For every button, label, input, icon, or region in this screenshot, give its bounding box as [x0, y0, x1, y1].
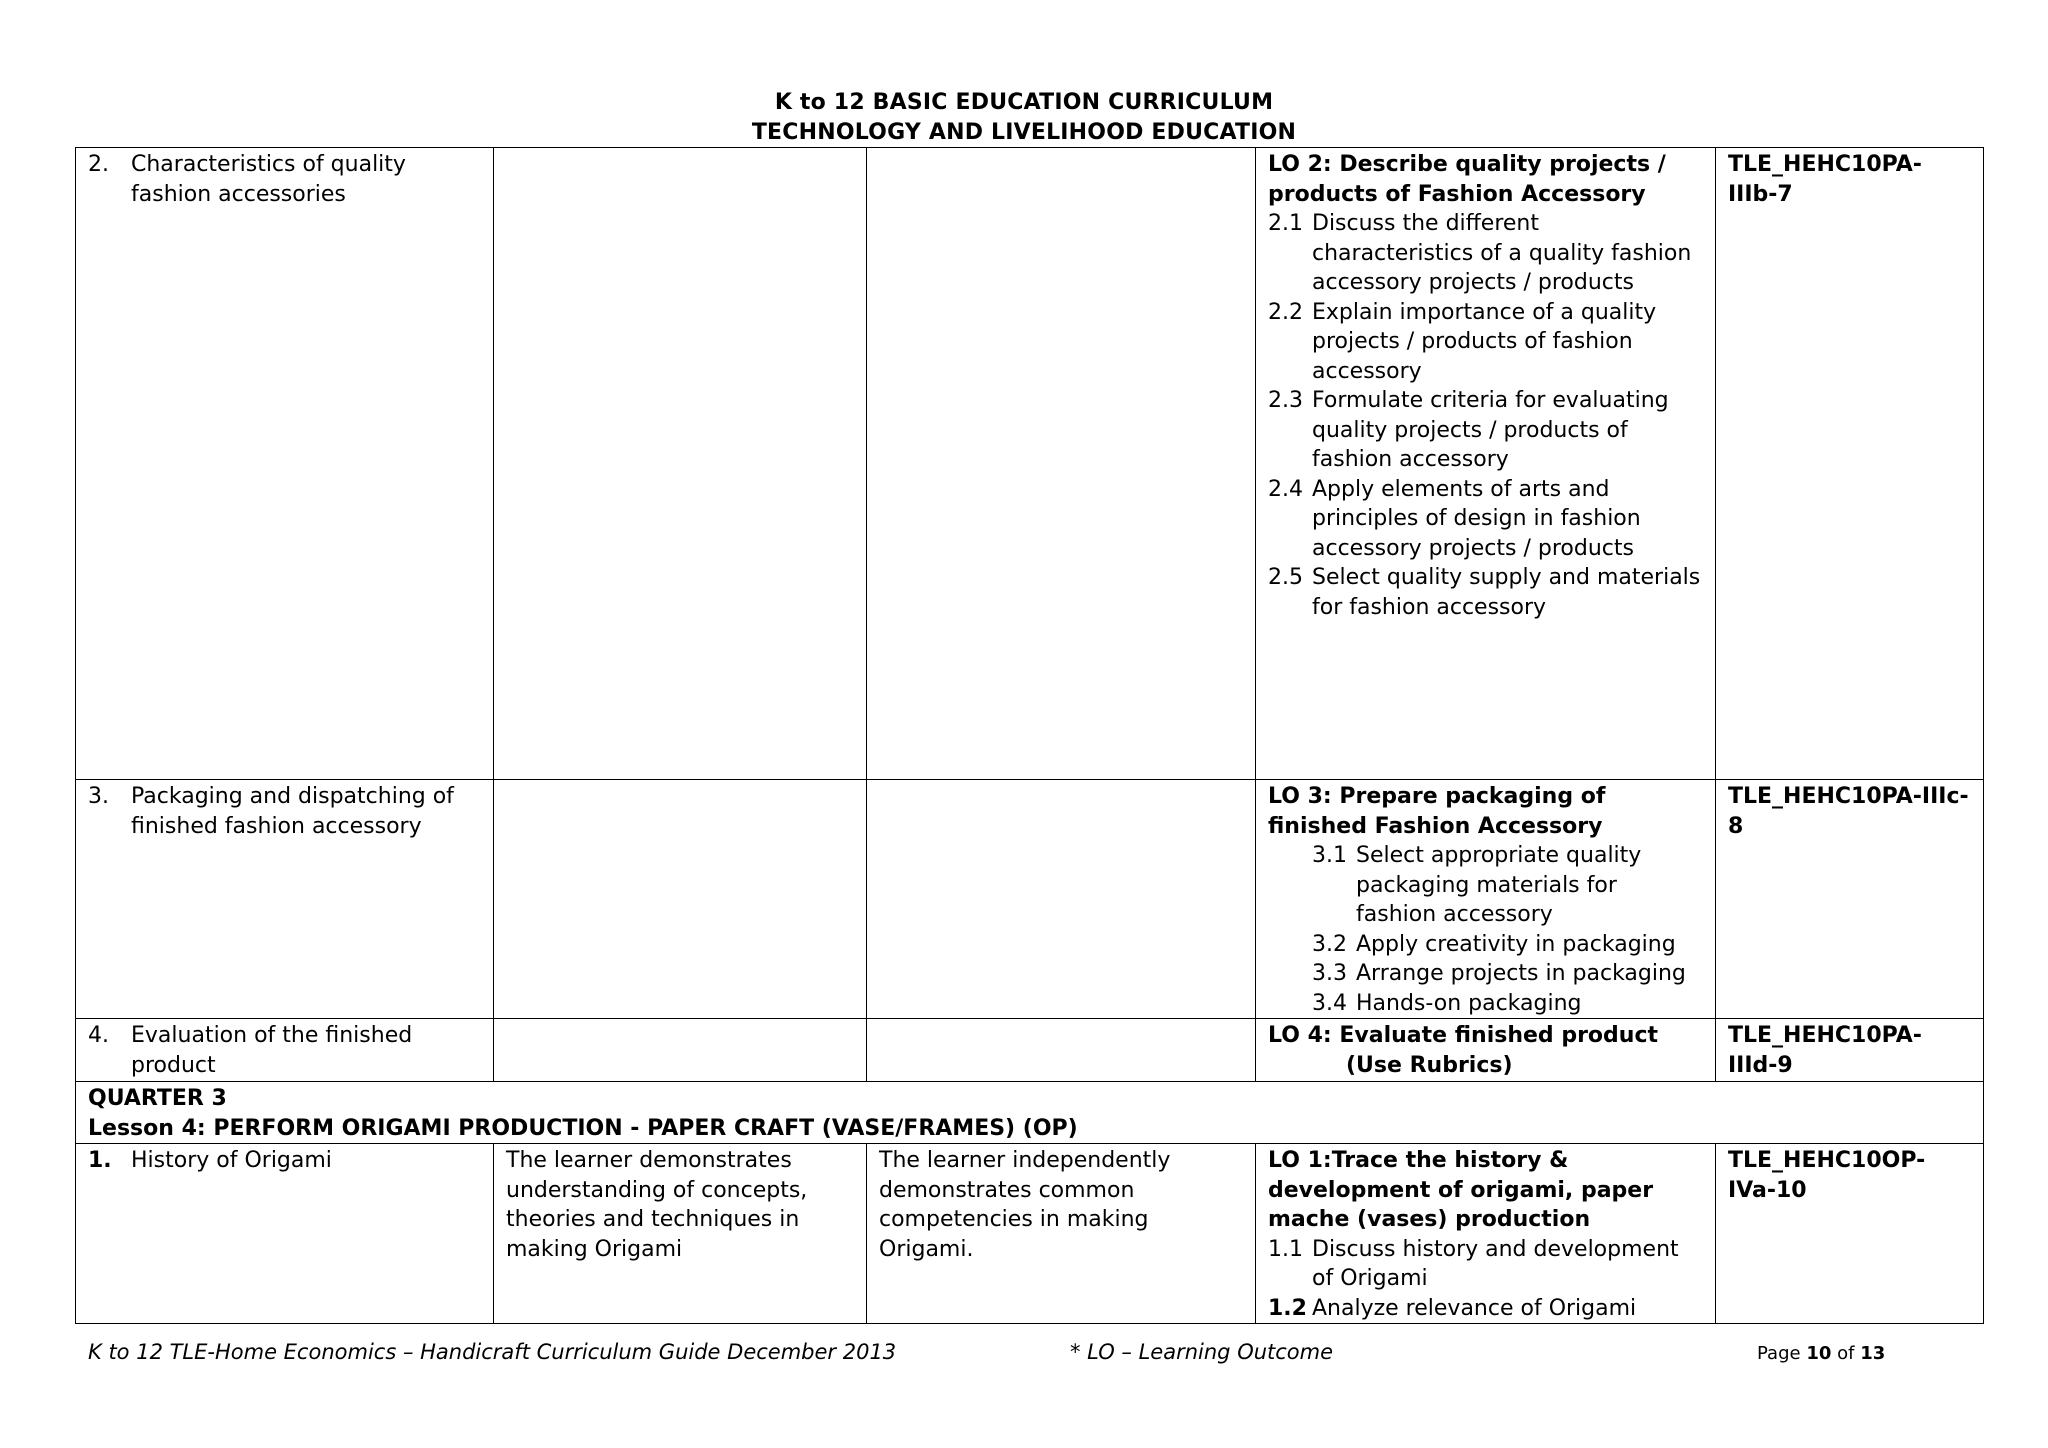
header-subtitle: TECHNOLOGY AND LIVELIHOOD EDUCATION — [751, 120, 1297, 145]
performance-standard-text: The learner independently demonstrates common competencies in making Origami. — [879, 1148, 1171, 1262]
content-cell — [76, 780, 494, 1019]
learning-outcome-title: LO 1:Trace the history & development of origami, paper mache (vases) production — [1268, 1148, 1654, 1232]
code-cell — [1716, 1019, 1984, 1082]
learning-competency-cell — [1256, 1144, 1716, 1324]
competency-code: TLE_HEHC10PA-IIId-9 — [1728, 1023, 1922, 1078]
page-number: Page 10 of 13 — [1757, 1343, 1886, 1364]
content-standard-cell — [494, 1019, 867, 1082]
learning-competency-cell — [1256, 148, 1716, 780]
content-number: 4. — [88, 1023, 109, 1048]
content-number: 3. — [88, 784, 109, 809]
footer-lo-note: * LO – Learning Outcome — [1070, 1340, 1334, 1364]
content-standard-cell — [494, 148, 867, 780]
content-standard-cell — [494, 780, 867, 1019]
quarter-cell — [76, 1082, 1984, 1144]
competency-item: 2.4 Apply elements of arts and principles of design in fashion accessory projects / products — [1268, 476, 1641, 561]
learning-competency-cell — [1256, 1019, 1716, 1082]
content-number: 2. — [88, 152, 109, 177]
content-standard-text: The learner demonstrates understanding of concepts, theories and techniques in making Origami — [506, 1148, 808, 1262]
performance-standard-cell — [867, 780, 1256, 1019]
competency-code: TLE_HEHC10PA-IIIb-7 — [1728, 152, 1922, 207]
learning-outcome-title: LO 4: Evaluate finished product (Use Rubrics) — [1268, 1023, 1658, 1078]
content-text: Packaging and dispatching of finished fashion accessory — [131, 784, 454, 839]
performance-standard-cell — [867, 1144, 1256, 1324]
code-cell — [1716, 1144, 1984, 1324]
competency-item: 2.2 Explain importance of a quality projects / products of fashion accessory — [1268, 299, 1657, 384]
curriculum-table — [75, 147, 1984, 1324]
competency-item: 2.1 Discuss the different characteristics of a quality fashion accessory projects / products — [1268, 211, 1692, 295]
table-row — [76, 1144, 1984, 1324]
learning-outcome-title: LO 2: Describe quality projects / products of Fashion Accessory — [1268, 152, 1666, 207]
content-text: Characteristics of quality fashion accessories — [131, 152, 406, 207]
competency-item: 2.3 Formulate criteria for evaluating quality projects / products of fashion accessory — [1268, 388, 1669, 472]
competency-item: 3.1 Select appropriate quality packaging materials for fashion accessory — [1312, 843, 1642, 927]
content-cell — [76, 1144, 494, 1324]
competency-item: 1.2 Analyze relevance of Origami — [1268, 1295, 1637, 1321]
header-title: K to 12 BASIC EDUCATION CURRICULUM — [774, 90, 1274, 115]
learning-competency-cell — [1256, 780, 1716, 1019]
content-cell — [76, 148, 494, 780]
competency-item: 1.1 Discuss history and development of Origami — [1268, 1236, 1679, 1291]
content-standard-cell — [494, 1144, 867, 1324]
code-cell — [1716, 780, 1984, 1019]
competency-item: 3.3 Arrange projects in packaging — [1312, 961, 1686, 986]
content-cell — [76, 1019, 494, 1082]
content-text: History of Origami — [131, 1148, 332, 1173]
code-cell — [1716, 148, 1984, 780]
competency-item: 3.2 Apply creativity in packaging — [1312, 931, 1676, 957]
table-row — [76, 148, 1984, 780]
learning-outcome-title: LO 3: Prepare packaging of finished Fashion Accessory — [1268, 784, 1606, 839]
competency-item: 3.4 Hands-on packaging — [1312, 990, 1582, 1016]
quarter-row — [76, 1082, 1984, 1144]
quarter-label: QUARTER 3 — [88, 1086, 227, 1111]
table-row — [76, 1019, 1984, 1082]
competency-code: TLE_HEHC10PA-IIIc-8 — [1728, 784, 1969, 839]
content-text: Evaluation of the finished product — [131, 1023, 413, 1078]
footer-guide-title: K to 12 TLE-Home Economics – Handicraft Curriculum Guide December 2013 — [88, 1340, 897, 1364]
competency-code: TLE_HEHC10OP-IVa-10 — [1728, 1148, 1926, 1203]
lesson-title: Lesson 4: PERFORM ORIGAMI PRODUCTION - PAPER CRAFT (VASE/FRAMES) (OP) — [88, 1115, 1078, 1141]
document-header — [0, 88, 2048, 148]
performance-standard-cell — [867, 148, 1256, 780]
table-row — [76, 780, 1984, 1019]
competency-item: 2.5 Select quality supply and materials for fashion accessory — [1268, 565, 1701, 620]
performance-standard-cell — [867, 1019, 1256, 1082]
content-number: 1. — [88, 1148, 112, 1173]
